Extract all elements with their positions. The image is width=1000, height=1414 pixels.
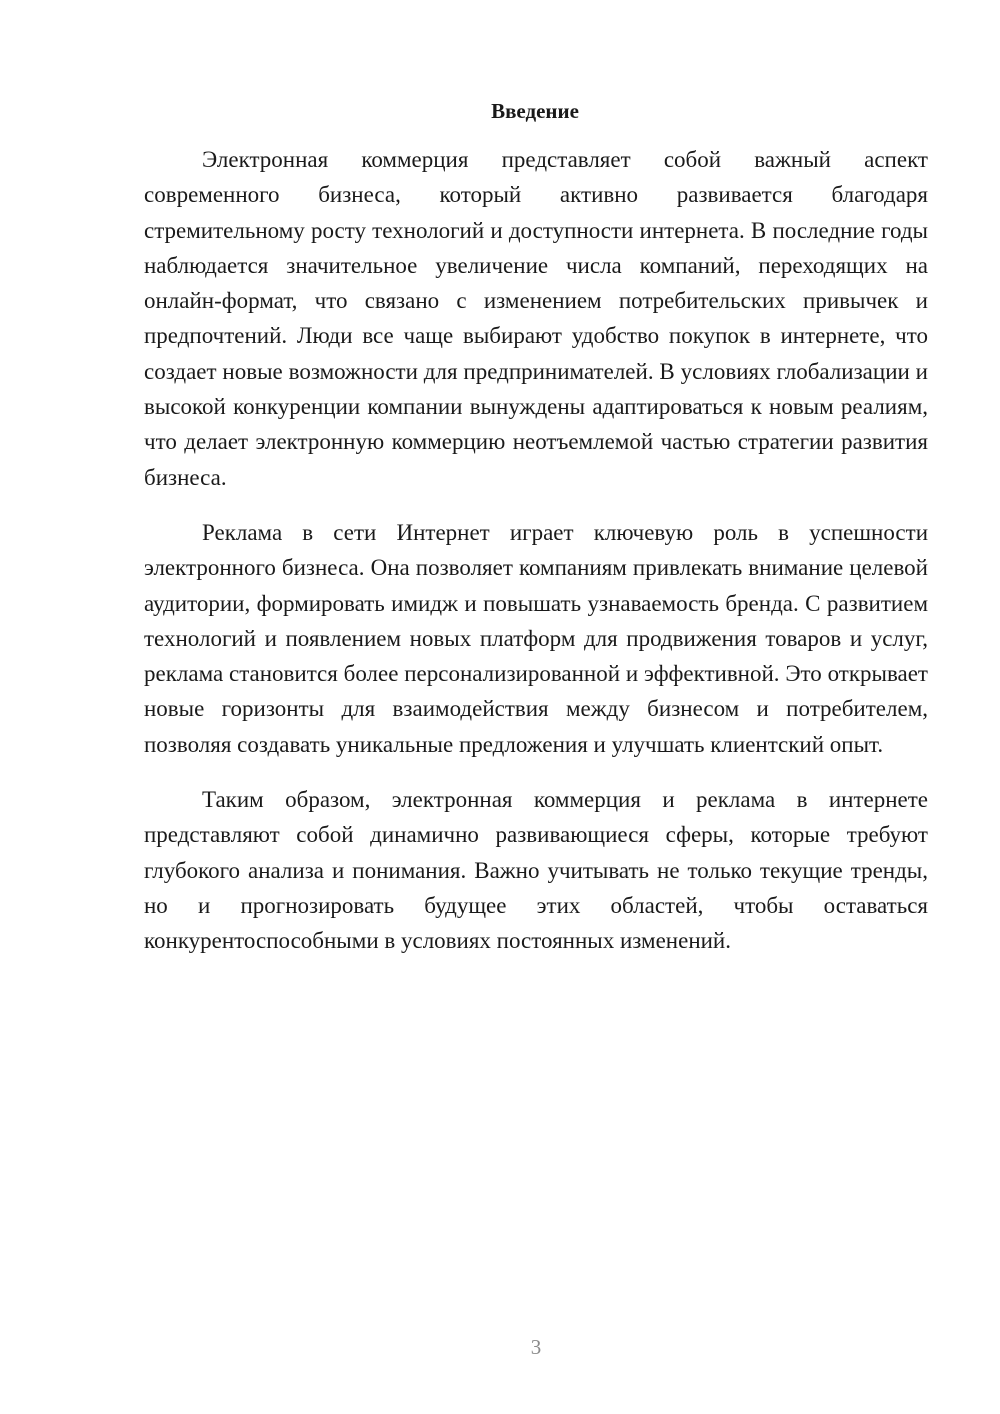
paragraph-conclusion: Таким образом, электронная коммерция и реклама в интернете представляют собой динамично развивающиеся сферы, которые требуют глубокого анализа и понимания. Важно учитывать не только текущие тренды, но и прогнозировать будущее этих областей, чтобы оставаться конкурентоспособными в условиях постоянных изменений. xyxy=(144,787,928,954)
section-title: Введение xyxy=(491,99,579,123)
paragraph-internet-advertising: Реклама в сети Интернет играет ключевую роль в успешности электронного бизнеса. Она позволяет компаниям привлекать внимание целевой аудитории, формировать имидж и повышать узнаваемость бренда. С развитием технологий и появлением новых платформ для продвижения товаров и услуг, реклама становится более персонализированной и эффективной. Это открывает новые горизонты для взаимодействия между бизнесом и потребителем, позволяя создавать уникальные предложения и улучшать клиентский опыт. xyxy=(144,519,928,757)
paragraph-ecommerce: Электронная коммерция представляет собой важный аспект современного бизнеса, который активно развивается благодаря стремительному росту технологий и доступности интернета. В последние годы наблюдается значительное увеличение числа компаний, переходящих на онлайн-формат, что связано с изменением потребительских привычек и предпочтений. Люди все чаще выбирают удобство покупок в интернете, что создает новые возможности для предпринимателей. В условиях глобализации и высокой конкуренции компании вынуждены адаптироваться к новым реалиям, что делает электронную коммерцию неотъемлемой частью стратегии развития бизнеса. xyxy=(144,147,928,490)
body-text xyxy=(144,142,928,959)
page-number: 3 xyxy=(530,1335,542,1359)
